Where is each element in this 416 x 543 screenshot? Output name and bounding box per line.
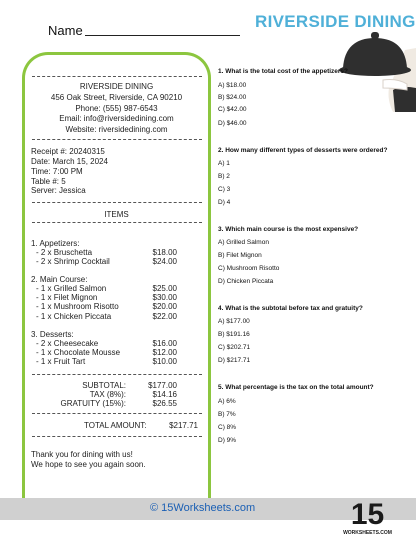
item-price: $20.00 xyxy=(152,302,177,311)
section-title: 3. Desserts: xyxy=(31,330,74,339)
logo-text: WORKSHEETS.COM xyxy=(343,530,392,536)
receipt-number: Receipt #: 20240315 xyxy=(31,147,105,156)
name-label: Name xyxy=(48,23,83,38)
item-price: $25.00 xyxy=(152,284,177,293)
item-name: - 2 x Bruschetta xyxy=(36,248,93,257)
option[interactable]: D) $46.00 xyxy=(218,120,247,127)
divider xyxy=(32,374,202,375)
option[interactable]: A) $18.00 xyxy=(218,82,247,89)
item-price: $18.00 xyxy=(152,248,177,257)
gratuity-value: $26.55 xyxy=(152,399,177,408)
subtotal-label: SUBTOTAL: xyxy=(82,381,126,390)
logo-number: 15 xyxy=(350,498,385,531)
thanks-line-2: We hope to see you again soon. xyxy=(31,460,146,469)
divider xyxy=(32,139,202,140)
option[interactable]: B) $191.16 xyxy=(218,331,250,338)
divider xyxy=(32,413,202,414)
option[interactable]: C) 8% xyxy=(218,424,237,431)
item-name: - 1 x Filet Mignon xyxy=(36,293,98,302)
receipt-title: RIVERSIDE DINING xyxy=(79,82,154,91)
receipt-phone: Phone: (555) 987-6543 xyxy=(75,104,158,113)
option[interactable]: A) $177.00 xyxy=(218,318,250,325)
option[interactable]: D) 9% xyxy=(218,437,237,444)
divider xyxy=(32,76,202,77)
item-name: - 1 x Mushroom Risotto xyxy=(36,302,119,311)
item-price: $22.00 xyxy=(152,312,177,321)
receipt-email: Email: info@riversidedining.com xyxy=(59,114,174,123)
total-value: $217.71 xyxy=(169,421,198,430)
option[interactable]: C) $42.00 xyxy=(218,106,247,113)
item-price: $24.00 xyxy=(152,257,177,266)
items-heading: ITEMS xyxy=(104,210,129,219)
item-name: - 1 x Fruit Tart xyxy=(36,357,86,366)
item-price: $10.00 xyxy=(152,357,177,366)
option[interactable]: B) 7% xyxy=(218,411,236,418)
option[interactable]: B) Filet Mignon xyxy=(218,252,262,259)
divider xyxy=(32,202,202,203)
option[interactable]: C) $202.71 xyxy=(218,344,251,351)
item-name: - 1 x Grilled Salmon xyxy=(36,284,107,293)
section-title: 2. Main Course: xyxy=(31,275,88,284)
item-name: - 1 x Chocolate Mousse xyxy=(36,348,121,357)
option[interactable]: B) $24.00 xyxy=(218,94,247,101)
option[interactable]: B) 2 xyxy=(218,173,230,180)
divider xyxy=(32,222,202,223)
total-label: TOTAL AMOUNT: xyxy=(84,421,147,430)
option[interactable]: D) $217.71 xyxy=(218,357,251,364)
receipt-table: Table #: 5 xyxy=(31,177,66,186)
receipt-server: Server: Jessica xyxy=(31,186,86,195)
name-line[interactable] xyxy=(85,35,240,36)
receipt-website: Website: riversidedining.com xyxy=(65,125,168,134)
item-price: $30.00 xyxy=(152,293,177,302)
item-name: - 2 x Cheesecake xyxy=(36,339,99,348)
divider xyxy=(32,436,202,437)
gratuity-label: GRATUITY (15%): xyxy=(60,399,126,408)
item-price: $12.00 xyxy=(152,348,177,357)
receipt-time: Time: 7:00 PM xyxy=(31,167,83,176)
thanks-line-1: Thank you for dining with us! xyxy=(31,450,133,459)
question-5: 5. What percentage is the tax on the total amount? xyxy=(218,384,374,391)
option[interactable]: A) 1 xyxy=(218,160,230,167)
receipt-date: Date: March 15, 2024 xyxy=(31,157,108,166)
option[interactable]: D) 4 xyxy=(218,199,231,206)
tax-label: TAX (8%): xyxy=(89,390,126,399)
section-title: 1. Appetizers: xyxy=(31,239,80,248)
item-name: - 2 x Shrimp Cocktail xyxy=(36,257,110,266)
worksheets-logo xyxy=(343,494,392,538)
subtotal-value: $177.00 xyxy=(148,381,177,390)
receipt-address: 456 Oak Street, Riverside, CA 90210 xyxy=(50,93,183,102)
option[interactable]: A) 6% xyxy=(218,398,236,405)
copyright-link[interactable]: © 15Worksheets.com xyxy=(150,502,256,514)
question-4: 4. What is the subtotal before tax and gratuity? xyxy=(218,305,363,312)
tax-value: $14.16 xyxy=(152,390,177,399)
brand-title: RIVERSIDE DINING xyxy=(255,12,416,31)
question-1: 1. What is the total cost of the appetizers? xyxy=(218,68,349,75)
option[interactable]: D) Chicken Piccata xyxy=(218,278,274,285)
question-3: 3. Which main course is the most expensive? xyxy=(218,226,359,233)
item-name: - 1 x Chicken Piccata xyxy=(36,312,112,321)
item-price: $16.00 xyxy=(152,339,177,348)
question-2: 2. How many different types of desserts were ordered? xyxy=(218,147,388,154)
option[interactable]: C) 3 xyxy=(218,186,231,193)
option[interactable]: A) Grilled Salmon xyxy=(218,239,269,246)
option[interactable]: C) Mushroom Risotto xyxy=(218,265,280,272)
